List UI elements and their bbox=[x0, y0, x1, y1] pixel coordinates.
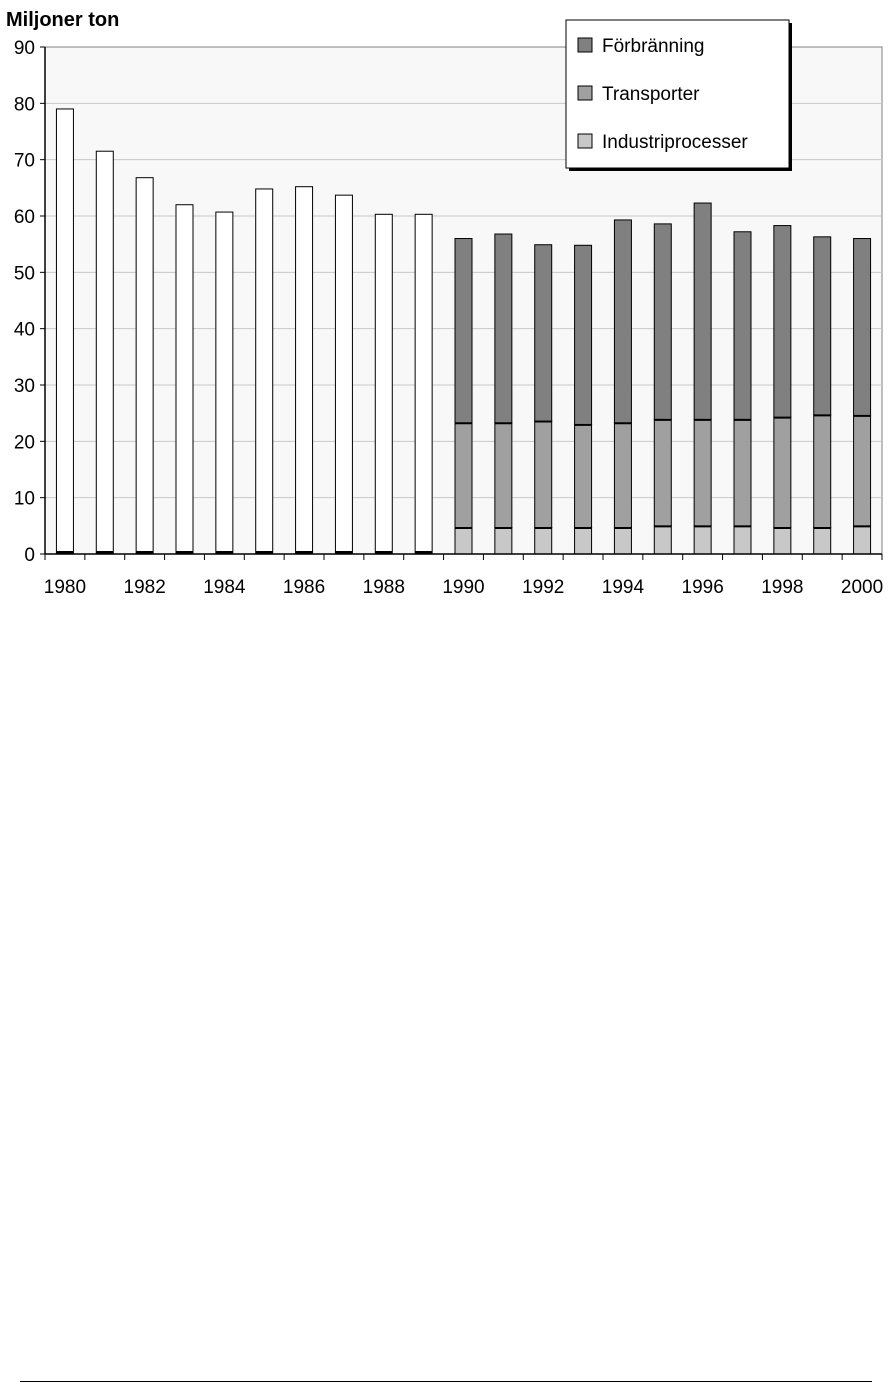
bar-total-1984 bbox=[216, 212, 233, 554]
bottom-rule bbox=[20, 1381, 872, 1382]
bar-transporter-2000 bbox=[854, 415, 871, 525]
y-axis bbox=[14, 38, 45, 566]
legend-swatch-förbränning bbox=[578, 38, 592, 52]
y-tick-label: 90 bbox=[13, 38, 35, 59]
bar-industriprocesser-1993 bbox=[575, 528, 592, 554]
y-tick-label: 80 bbox=[13, 94, 35, 116]
x-tick-label: 1994 bbox=[601, 577, 645, 598]
x-tick-label: 1980 bbox=[43, 577, 87, 598]
bar-förbränning-1997 bbox=[734, 232, 751, 420]
y-tick-label: 70 bbox=[13, 150, 35, 172]
bar-industriprocesser-1999 bbox=[814, 528, 831, 554]
bar-förbränning-1998 bbox=[774, 226, 791, 418]
legend-label: Förbränning bbox=[602, 36, 705, 57]
x-tick-label: 1982 bbox=[123, 577, 166, 598]
x-tick-label: 1990 bbox=[442, 577, 485, 598]
bar-industriprocesser-2000 bbox=[854, 526, 871, 554]
bar-total-1982 bbox=[136, 178, 153, 554]
bar-total-1985 bbox=[256, 189, 273, 554]
bar-transporter-1998 bbox=[774, 417, 791, 527]
x-tick-label: 2000 bbox=[840, 577, 884, 598]
bar-förbränning-1995 bbox=[654, 224, 671, 419]
bar-förbränning-1999 bbox=[814, 237, 831, 415]
bar-transporter-1997 bbox=[734, 419, 751, 525]
legend bbox=[566, 20, 792, 171]
bar-total-1989 bbox=[415, 214, 432, 554]
bar-förbränning-1990 bbox=[455, 239, 472, 423]
bar-transporter-1996 bbox=[694, 419, 711, 525]
bar-industriprocesser-1992 bbox=[535, 528, 552, 554]
bar-industriprocesser-1990 bbox=[455, 528, 472, 554]
bar-total-1987 bbox=[335, 195, 352, 554]
x-axis bbox=[44, 554, 883, 598]
y-tick-label: 0 bbox=[24, 545, 35, 566]
bar-total-1981 bbox=[96, 151, 113, 554]
bar-transporter-1993 bbox=[575, 424, 592, 527]
y-tick-label: 50 bbox=[13, 263, 35, 285]
bar-industriprocesser-1998 bbox=[774, 528, 791, 554]
legend-swatch-transporter bbox=[578, 86, 592, 100]
y-axis-title: Miljoner ton bbox=[6, 9, 120, 31]
x-tick-label: 1984 bbox=[203, 577, 246, 598]
bar-transporter-1995 bbox=[654, 419, 671, 525]
chart bbox=[0, 0, 894, 620]
bar-total-1983 bbox=[176, 205, 193, 554]
bar-industriprocesser-1997 bbox=[734, 526, 751, 554]
bar-total-1986 bbox=[296, 187, 313, 554]
bar-total-1980 bbox=[56, 109, 73, 554]
y-tick-label: 40 bbox=[13, 319, 35, 341]
legend-swatch-industriprocesser bbox=[578, 134, 592, 148]
x-tick-label: 1986 bbox=[282, 577, 326, 598]
bar-transporter-1992 bbox=[535, 421, 552, 527]
bar-industriprocesser-1995 bbox=[654, 526, 671, 554]
y-tick-label: 60 bbox=[13, 207, 35, 228]
y-tick-label: 10 bbox=[13, 488, 35, 510]
legend-label: Transporter bbox=[602, 84, 700, 105]
y-tick-label: 30 bbox=[13, 376, 35, 397]
bar-förbränning-1993 bbox=[575, 245, 592, 424]
bar-industriprocesser-1994 bbox=[614, 528, 631, 554]
y-tick-label: 20 bbox=[13, 432, 35, 454]
bar-total-1988 bbox=[375, 214, 392, 554]
bar-förbränning-1994 bbox=[614, 220, 631, 423]
bar-industriprocesser-1991 bbox=[495, 528, 512, 554]
bar-förbränning-1996 bbox=[694, 203, 711, 419]
x-tick-label: 1992 bbox=[522, 577, 565, 598]
bar-transporter-1991 bbox=[495, 423, 512, 528]
bar-industriprocesser-1996 bbox=[694, 526, 711, 554]
bar-transporter-1999 bbox=[814, 415, 831, 528]
x-tick-label: 1996 bbox=[681, 577, 724, 598]
x-tick-label: 1988 bbox=[362, 577, 405, 598]
bar-transporter-1990 bbox=[455, 423, 472, 528]
bar-förbränning-1992 bbox=[535, 245, 552, 421]
bar-transporter-1994 bbox=[614, 423, 631, 528]
legend-label: Industriprocesser bbox=[602, 132, 748, 153]
bar-förbränning-1991 bbox=[495, 234, 512, 423]
x-tick-label: 1998 bbox=[761, 577, 804, 598]
bar-förbränning-2000 bbox=[854, 239, 871, 416]
